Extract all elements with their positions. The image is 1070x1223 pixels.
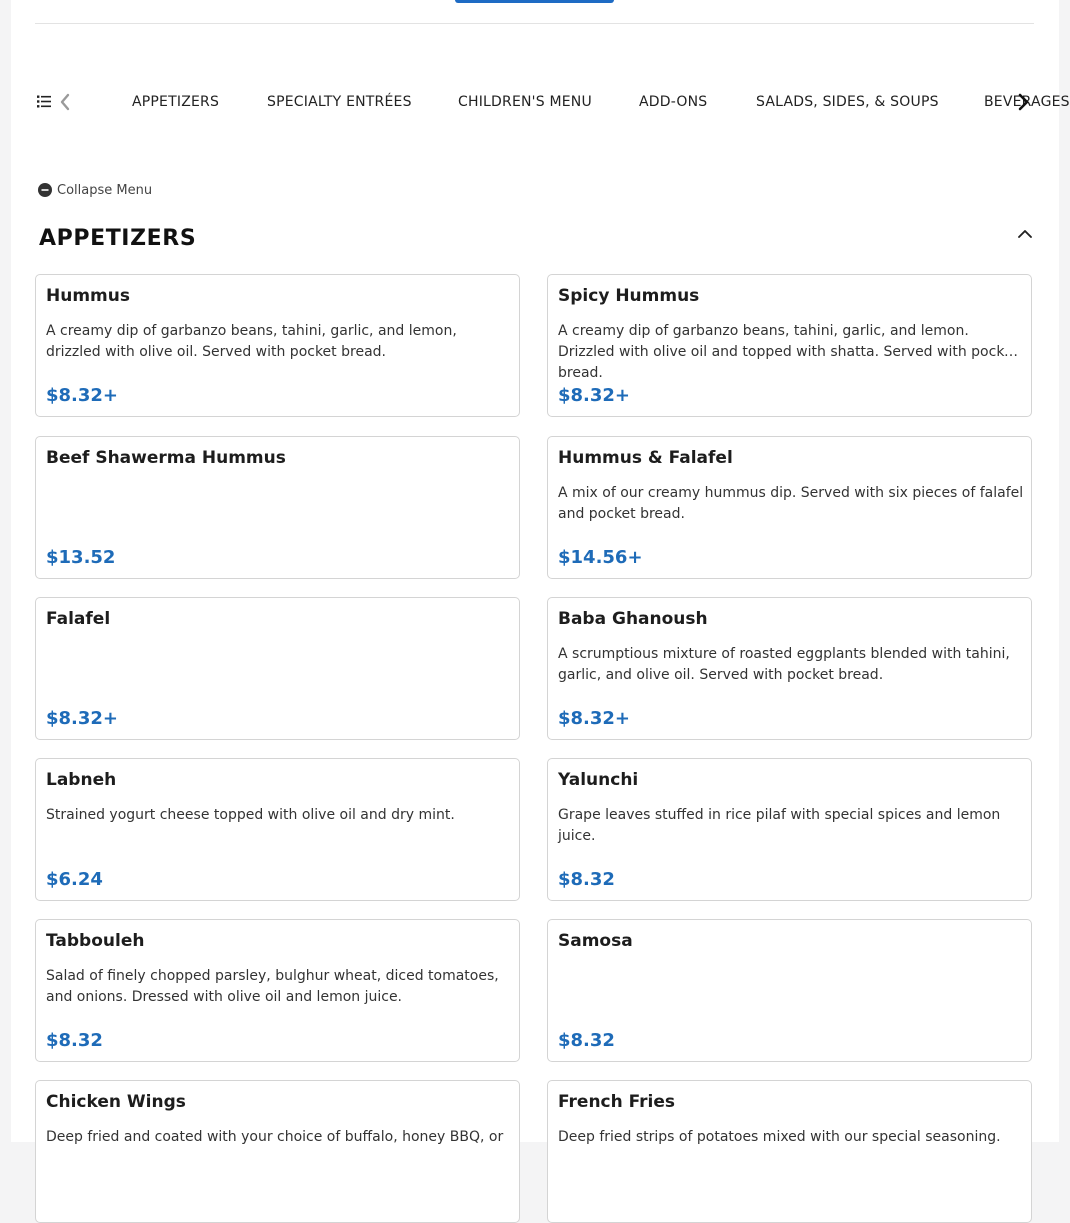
category-tabs <box>85 80 1070 124</box>
menu-item-card[interactable] <box>547 436 1032 579</box>
item-price: $14.56+ <box>558 547 643 568</box>
collapse-menu-button[interactable] <box>38 181 152 199</box>
item-name: Yalunchi <box>558 770 639 790</box>
menu-page <box>11 0 1070 1145</box>
category-nav <box>35 80 1070 124</box>
menu-item-card[interactable] <box>35 758 520 901</box>
menu-item-card[interactable] <box>547 274 1032 417</box>
menu-item-card[interactable] <box>547 919 1032 1062</box>
tab-add-ons[interactable]: ADD-ONS <box>639 94 708 110</box>
menu-item-card[interactable] <box>35 436 520 579</box>
item-description: Deep fried strips of potatoes mixed with our special seasoning. <box>558 1129 1001 1145</box>
menu-item-card[interactable] <box>35 1080 520 1223</box>
menu-item-card[interactable] <box>35 597 520 740</box>
item-name: Chicken Wings <box>46 1092 186 1112</box>
tab-appetizers[interactable]: APPETIZERS <box>132 94 220 110</box>
item-name: Labneh <box>46 770 117 790</box>
tab-beverages[interactable]: BEVERAGES <box>984 94 1070 110</box>
chevron-left-icon[interactable] <box>59 93 71 111</box>
collapse-menu-label: Collapse Menu <box>57 182 153 198</box>
item-name: Hummus & Falafel <box>558 448 733 468</box>
item-description: Deep fried and coated with your choice of buffalo, honey BBQ, or <box>46 1129 504 1145</box>
item-price: $6.24 <box>46 869 103 890</box>
item-name: Samosa <box>558 931 633 951</box>
item-name: Baba Ghanoush <box>558 609 708 629</box>
chevron-up-icon[interactable] <box>1017 226 1033 240</box>
item-description: Salad of finely chopped parsley, bulghur wheat, diced tomatoes, and onions. Dressed with olive oil and lemon juice. <box>46 968 499 1005</box>
item-description: Strained yogurt cheese topped with olive oil and dry mint. <box>46 807 455 823</box>
item-description: A creamy dip of garbanzo beans, tahini, garlic, and lemon, drizzled with olive oil. Served with pocket bread. <box>46 323 457 360</box>
menu-item-card[interactable] <box>547 1080 1032 1223</box>
header-divider <box>35 23 1034 24</box>
item-name: Tabbouleh <box>46 931 145 951</box>
tab-specialty-entrees[interactable]: SPECIALTY ENTRÉES <box>267 94 412 110</box>
item-description: A mix of our creamy hummus dip. Served with six pieces of falafel and pocket bread. <box>558 485 1024 522</box>
active-order-type-indicator <box>455 0 614 3</box>
item-description: A creamy dip of garbanzo beans, tahini, garlic, and lemon. Drizzled with olive oil and topped with shatta. Served with pocket bread. <box>558 323 1019 381</box>
item-name: Hummus <box>46 286 130 306</box>
menu-item-card[interactable] <box>547 758 1032 901</box>
item-price: $8.32+ <box>558 385 631 406</box>
chevron-right-icon[interactable] <box>1015 92 1031 112</box>
item-description: A scrumptious mixture of roasted eggplants blended with tahini, garlic, and olive oil. Served with pocket bread. <box>558 646 1010 683</box>
section-title: APPETIZERS <box>39 226 197 251</box>
list-icon[interactable] <box>37 95 51 108</box>
item-price: $8.32 <box>558 869 615 890</box>
item-price: $8.32+ <box>558 708 631 729</box>
menu-item-card[interactable] <box>547 597 1032 740</box>
item-price: $8.32+ <box>46 385 119 406</box>
menu-item-card[interactable] <box>35 274 520 417</box>
item-name: Falafel <box>46 609 111 629</box>
tab-salads-sides-soups[interactable]: SALADS, SIDES, & SOUPS <box>756 94 939 110</box>
item-price: $8.32 <box>558 1030 615 1051</box>
item-name: Beef Shawerma Hummus <box>46 448 286 468</box>
item-price: $8.32+ <box>46 708 119 729</box>
minus-circle-icon <box>38 183 52 197</box>
item-price: $8.32 <box>46 1030 103 1051</box>
item-name: French Fries <box>558 1092 676 1112</box>
tab-childrens-menu[interactable]: CHILDREN'S MENU <box>458 94 592 110</box>
item-price: $13.52 <box>46 547 116 568</box>
item-name: Spicy Hummus <box>558 286 700 306</box>
item-description: Grape leaves stuffed in rice pilaf with special spices and lemon juice. <box>558 807 1001 844</box>
menu-item-card[interactable] <box>35 919 520 1062</box>
